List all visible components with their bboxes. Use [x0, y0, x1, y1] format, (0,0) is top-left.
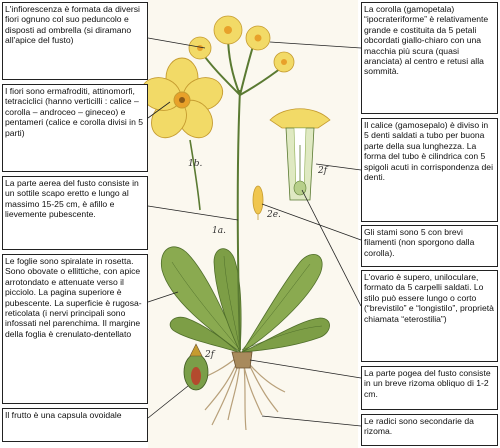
annotation-leaves: Le foglie sono spiralate in rosetta. Sono obovate o ellittiche, con apice arrotondato e attenuate verso il picciolo. La pagina superiore è pubescente. La superficie è rugosa-reticolata (i nervi principali sono infossati nel parenchima. Il margine della foglia è crenulato-dentellato — [2, 254, 148, 404]
label-2e: 2e. — [267, 210, 281, 220]
label-1b: 1b. — [188, 159, 203, 169]
annotation-ovary: L'ovario è supero, uniloculare, formato da 5 carpelli saldati. Lo stilo può essere lungo o corto (“brevistilo” e “longistilo”, proprietà chiamata “eterostilia”) — [361, 270, 498, 362]
annotation-rhizome: La parte pogea del fusto consiste in un breve rizoma obliquo di 1-2 cm. — [361, 366, 498, 410]
label-2f-bottom: 2f — [205, 350, 215, 360]
label-1a: 1a. — [212, 226, 226, 236]
annotation-aerial-stem: La parte aerea del fusto consiste in un sottile scapo eretto e lungo al massimo 15-25 cm, è afillo e lievemente pubescente. — [2, 176, 148, 250]
label-2f-top: 2f — [318, 166, 328, 176]
annotation-flowers: I fiori sono ermafroditi, attinomorfi, tetraciclici (hanno verticilli : calice – corolla – androceo – gineceo) e pentameri (calice e corolla divisi in 5 parti) — [2, 84, 148, 172]
annotation-corolla: La corolla (gamopetala) “ipocrateriforme” è relativamente grande e costituita da 5 petali obcordati giallo-chiaro con una macchia più scura (quasi aranciata) al centro e retusi alla sommità. — [361, 2, 498, 114]
annotation-stamens: Gli stami sono 5 con brevi filamenti (non sporgono dalla corolla). — [361, 225, 498, 267]
annotation-calyx: Il calice (gamosepalo) è diviso in 5 denti saldati a tubo per buona parte della sua lunghezza. La forma del tubo è cilindrica con 5 spigoli acuti in corrispondenza dei denti. — [361, 118, 498, 222]
rhizome — [232, 352, 252, 368]
annotation-fruit: Il frutto è una capsula ovoidale — [2, 408, 148, 442]
annotation-roots: Le radici sono secondarie da rizoma. — [361, 414, 498, 446]
annotation-inflorescence: L'infiorescenza è formata da diversi fiori ognuno col suo peduncolo e disposti ad ombrella (si diramano all'apice del fusto) — [2, 2, 148, 80]
